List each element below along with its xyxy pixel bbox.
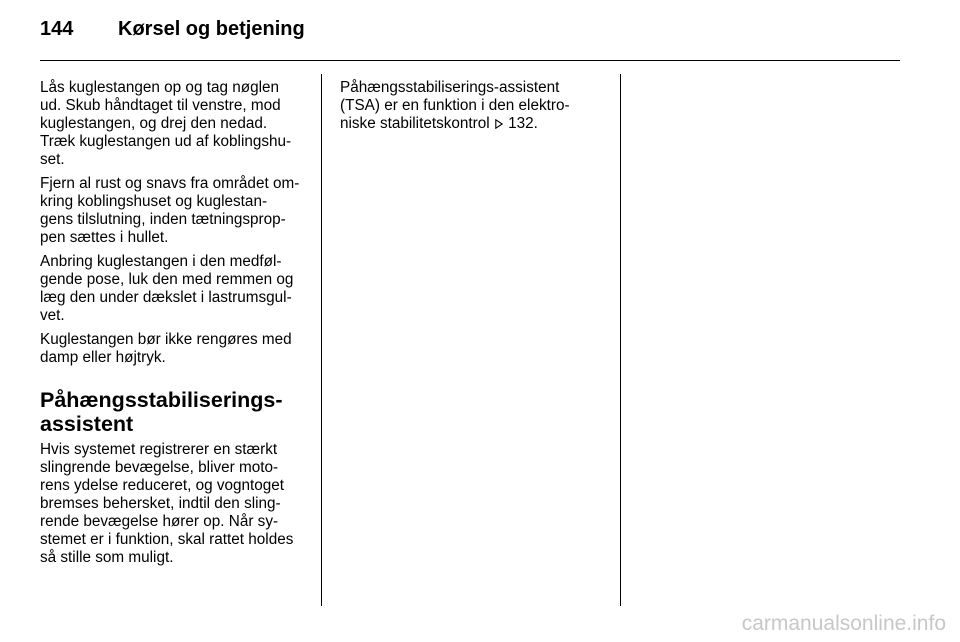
paragraph-cleaning-warning [40,331,304,367]
text-line: pen sættes i hullet. [40,229,169,246]
heading-line: assistent [40,412,134,436]
column-divider [620,74,621,606]
heading-line: Påhængsstabiliserings- [40,388,283,412]
text-line: Lås kuglestangen op og tag nøglen [40,79,279,96]
page-reference-icon[interactable] [495,119,503,129]
text-line: stemet er i funktion, skal rattet holdes [40,531,294,548]
middle-column [340,79,604,139]
text-line: slingrende bevægelse, bliver moto- [40,459,279,476]
text-line: rende bevægelse hører op. Når sy- [40,513,279,530]
page-number: 144 [40,18,74,40]
text-line: læg den under dækslet i lastrumsgul- [40,289,292,306]
text-line: kring koblingshuset og kuglestan- [40,193,268,210]
text-line: så stille som muligt. [40,549,174,566]
reference-page-link[interactable]: 132. [503,115,538,132]
left-column [40,79,304,573]
text-line: vet. [40,307,65,324]
text-line: Anbring kuglestangen i den medføl- [40,253,282,270]
paragraph-tsa-definition [340,79,604,133]
watermark: carmanualsonline.info [741,612,946,635]
paragraph-unlock-towbar [40,79,304,169]
section-heading [40,388,304,436]
header-rule [40,60,900,61]
paragraph-store-towbar [40,253,304,325]
text-line: Kuglestangen bør ikke rengøres med [40,331,292,348]
text-line: bremses behersket, indtil den sling- [40,495,281,512]
column-divider [321,74,322,606]
text-line: Træk kuglestangen ud af koblingshu- [40,133,292,150]
paragraph-tsa-behaviour [40,441,304,567]
text-line: rens ydelse reduceret, og vogntoget [40,477,285,494]
text-line: (TSA) er en funktion i den elektro- [340,97,570,114]
paragraph-clean-housing [40,175,304,247]
text-line: damp eller højtryk. [40,349,166,366]
reference-text: niske stabilitetskontrol [340,115,494,132]
text-line: gende pose, luk den med remmen og [40,271,294,288]
section-title: Kørsel og betjening [118,18,305,40]
reference-line [340,115,604,133]
text-line: Hvis systemet registrerer en stærkt [40,441,278,458]
text-line: gens tilslutning, inden tætningsprop- [40,211,286,228]
text-line: set. [40,151,65,168]
text-line: ud. Skub håndtaget til venstre, mod [40,97,281,114]
text-line: Påhængsstabiliserings-assistent [340,79,560,96]
text-line: Fjern al rust og snavs fra området om- [40,175,300,192]
text-line: kuglestangen, og drej den nedad. [40,115,268,132]
